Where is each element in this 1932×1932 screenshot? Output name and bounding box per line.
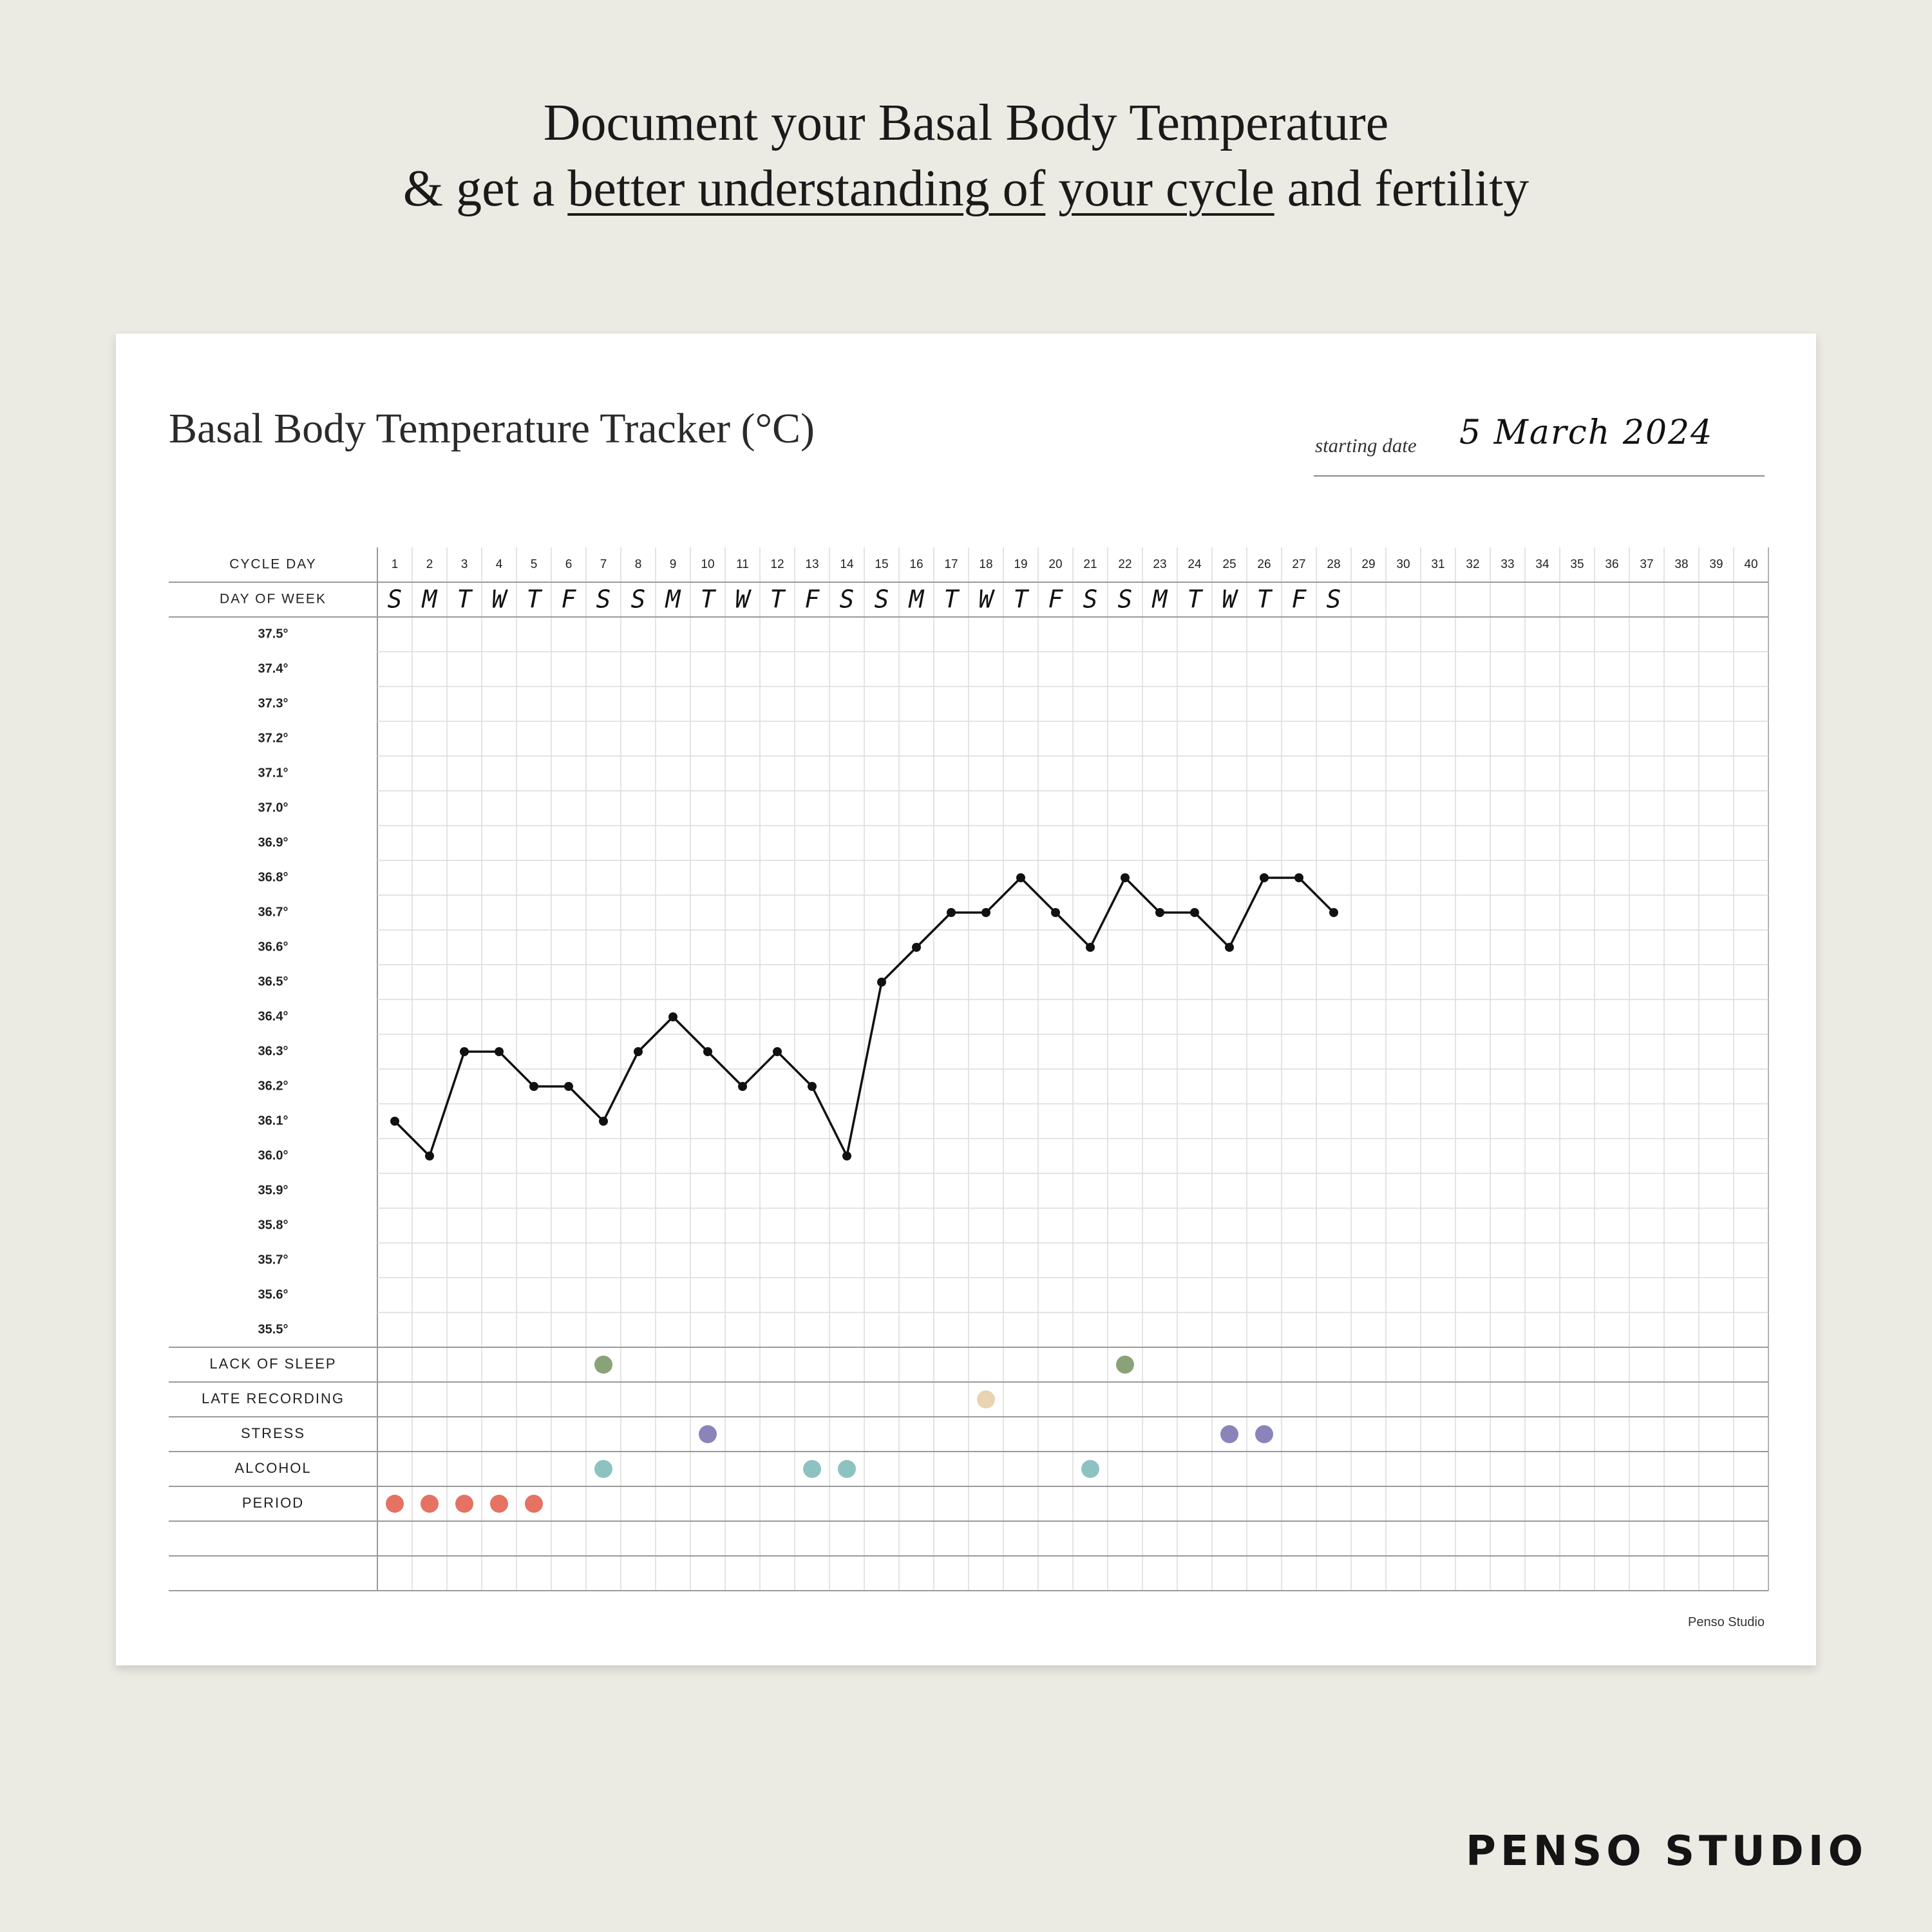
bbt-data-point — [981, 908, 990, 917]
cycle-day-label: 18 — [979, 558, 993, 572]
factor-dot — [1116, 1356, 1134, 1374]
y-tick-label: 37.3° — [258, 696, 289, 711]
y-tick-label: 35.6° — [258, 1287, 289, 1302]
headline-underlined-1: better understanding of — [567, 160, 1046, 217]
cycle-day-label: 13 — [805, 558, 819, 572]
cycle-day-label: 36 — [1605, 558, 1619, 572]
cycle-day-label: 33 — [1501, 558, 1515, 572]
day-of-week-letter: W — [491, 585, 507, 614]
starting-date-label: starting date — [1315, 434, 1417, 457]
factor-dot — [838, 1460, 856, 1478]
y-tick-label: 35.9° — [258, 1183, 289, 1198]
cycle-day-label: 1 — [391, 558, 399, 572]
day-of-week-letter: T — [526, 585, 542, 614]
cycle-day-label: 12 — [770, 558, 784, 572]
y-tick-label: 35.5° — [258, 1322, 289, 1337]
cycle-day-label: 15 — [875, 558, 889, 572]
cycle-day-label: 17 — [944, 558, 958, 572]
cycle-day-label: 34 — [1535, 558, 1549, 572]
bbt-data-point — [390, 1117, 399, 1126]
y-tick-label: 36.4° — [258, 1009, 289, 1024]
day-of-week-letter: F — [561, 585, 576, 614]
cycle-day-label: 24 — [1188, 558, 1202, 572]
bbt-data-point — [842, 1151, 851, 1160]
factor-dot — [490, 1495, 508, 1513]
cycle-day-label: 16 — [909, 558, 923, 572]
cycle-day-label: 30 — [1396, 558, 1410, 572]
factor-dot — [977, 1390, 995, 1408]
headline-space — [1045, 160, 1058, 217]
day-of-week-letter: T — [700, 585, 715, 614]
factor-label: LACK OF SLEEP — [209, 1355, 337, 1372]
bbt-data-point — [1294, 873, 1303, 882]
day-of-week-letter: T — [1013, 585, 1028, 614]
day-of-week-letter: W — [735, 585, 750, 614]
day-of-week-letter: T — [770, 585, 785, 614]
y-tick-label: 36.0° — [258, 1148, 289, 1163]
cycle-day-label: 35 — [1570, 558, 1584, 572]
day-of-week-letter: S — [1326, 585, 1341, 614]
bbt-data-point — [495, 1047, 504, 1056]
bbt-data-point — [564, 1082, 573, 1091]
cycle-day-label: 29 — [1361, 558, 1376, 572]
cycle-day-label: 22 — [1118, 558, 1132, 572]
cycle-day-label: 21 — [1083, 558, 1097, 572]
bbt-data-point — [1121, 873, 1130, 882]
cycle-day-label: 20 — [1048, 558, 1063, 572]
y-tick-label: 36.8° — [258, 870, 289, 885]
bbt-data-point — [460, 1047, 469, 1056]
factor-dot — [594, 1356, 612, 1374]
headline-underlined-2: your cycle — [1058, 160, 1274, 217]
cycle-day-label: 32 — [1466, 558, 1480, 572]
factor-dot — [525, 1495, 543, 1513]
day-of-week-letter: F — [1291, 585, 1307, 614]
bbt-data-point — [1260, 873, 1269, 882]
cycle-day-label: 19 — [1014, 558, 1028, 572]
y-tick-label: 35.8° — [258, 1218, 289, 1233]
cycle-day-header: CYCLE DAY — [229, 556, 317, 572]
cycle-day-label: 37 — [1640, 558, 1654, 572]
day-of-week-letter: S — [630, 585, 646, 614]
y-tick-label: 36.6° — [258, 940, 289, 954]
bbt-data-point — [1225, 943, 1234, 952]
y-tick-label: 36.7° — [258, 905, 289, 920]
y-tick-label: 35.7° — [258, 1253, 289, 1267]
y-tick-label: 37.2° — [258, 731, 289, 746]
cycle-day-label: 38 — [1674, 558, 1689, 572]
headline-line-2 — [0, 156, 1932, 222]
cycle-day-label: 3 — [460, 558, 468, 572]
factor-dot — [594, 1460, 612, 1478]
y-tick-label: 36.1° — [258, 1113, 289, 1128]
day-of-week-letter: M — [909, 585, 924, 614]
bbt-data-point — [1329, 908, 1338, 917]
y-tick-label: 37.0° — [258, 800, 289, 815]
day-of-week-letter: T — [1256, 585, 1272, 614]
cycle-day-label: 14 — [840, 558, 854, 572]
factor-label: LATE RECORDING — [202, 1390, 345, 1406]
factor-dot — [803, 1460, 821, 1478]
cycle-day-label: 4 — [495, 558, 503, 572]
day-of-week-letter: S — [1117, 585, 1133, 614]
cycle-day-label: 40 — [1744, 558, 1758, 572]
day-of-week-letter: S — [387, 585, 402, 614]
cycle-day-label: 28 — [1327, 558, 1341, 572]
y-tick-label: 36.3° — [258, 1044, 289, 1059]
cycle-day-label: 5 — [530, 558, 538, 572]
day-of-week-letter: M — [422, 585, 437, 614]
bbt-data-point — [808, 1082, 817, 1091]
y-tick-label: 36.9° — [258, 835, 289, 850]
cycle-day-label: 27 — [1292, 558, 1306, 572]
y-tick-label: 37.4° — [258, 661, 289, 676]
cycle-day-label: 7 — [600, 558, 607, 572]
cycle-day-label: 25 — [1222, 558, 1236, 572]
bbt-data-point — [634, 1047, 643, 1056]
cycle-day-label: 9 — [669, 558, 677, 572]
brand-logo: PENSO STUDIO — [1465, 1828, 1868, 1875]
bbt-data-point — [912, 943, 921, 952]
cycle-day-label: 11 — [736, 558, 749, 572]
factor-dot — [386, 1495, 404, 1513]
bbt-data-point — [425, 1151, 434, 1160]
cycle-day-label: 39 — [1709, 558, 1723, 572]
day-of-week-letter: S — [596, 585, 611, 614]
y-tick-label: 37.1° — [258, 766, 289, 781]
factor-dot — [1255, 1425, 1273, 1443]
bbt-data-point — [877, 978, 886, 987]
day-of-week-letter: S — [839, 585, 855, 614]
cycle-day-label: 31 — [1431, 558, 1445, 572]
day-of-week-letter: M — [1152, 585, 1168, 614]
y-tick-label: 36.2° — [258, 1079, 289, 1094]
bbt-chart — [116, 334, 1816, 1665]
sheet-title: Basal Body Temperature Tracker (°C) — [169, 405, 815, 452]
day-of-week-letter: F — [804, 585, 820, 614]
y-tick-label: 37.5° — [258, 627, 289, 641]
day-of-week-letter: T — [457, 585, 472, 614]
headline-text-end: and fertility — [1274, 160, 1530, 217]
cycle-day-label: 2 — [426, 558, 433, 572]
cycle-day-label: 23 — [1153, 558, 1167, 572]
day-of-week-letter: S — [874, 585, 889, 614]
bbt-data-point — [1086, 943, 1095, 952]
tracker-sheet — [116, 334, 1816, 1665]
starting-date-value: 5 March 2024 — [1459, 413, 1714, 452]
sheet-credit: Penso Studio — [1688, 1615, 1765, 1629]
cycle-day-label: 6 — [565, 558, 573, 572]
factor-label: PERIOD — [242, 1494, 305, 1511]
day-of-week-header: DAY OF WEEK — [220, 591, 327, 607]
factor-dot — [699, 1425, 717, 1443]
bbt-data-point — [738, 1082, 747, 1091]
factor-dot — [421, 1495, 439, 1513]
day-of-week-letter: M — [665, 585, 681, 614]
bbt-data-point — [668, 1012, 677, 1021]
factor-dot — [1220, 1425, 1238, 1443]
bbt-data-point — [703, 1047, 712, 1056]
headline-line-1: Document your Basal Body Temperature — [543, 95, 1389, 151]
headline-text: & get a — [402, 160, 568, 217]
cycle-day-label: 26 — [1257, 558, 1271, 572]
factor-dot — [455, 1495, 473, 1513]
bbt-data-point — [599, 1117, 608, 1126]
cycle-day-label: 8 — [634, 558, 642, 572]
factor-dot — [1081, 1460, 1099, 1478]
day-of-week-letter: T — [1187, 585, 1202, 614]
bbt-data-point — [947, 908, 956, 917]
bbt-data-point — [529, 1082, 538, 1091]
factor-label: ALCOHOL — [234, 1459, 312, 1476]
bbt-data-point — [1155, 908, 1164, 917]
factor-label: STRESS — [240, 1425, 306, 1441]
day-of-week-letter: T — [943, 585, 959, 614]
bbt-data-point — [1016, 873, 1025, 882]
y-tick-label: 36.5° — [258, 974, 289, 989]
cycle-day-label: 10 — [701, 558, 715, 572]
headline — [0, 90, 1932, 222]
bbt-data-point — [1190, 908, 1199, 917]
day-of-week-letter: F — [1048, 585, 1063, 614]
bbt-data-point — [773, 1047, 782, 1056]
day-of-week-letter: W — [978, 585, 994, 614]
day-of-week-letter: W — [1222, 585, 1237, 614]
bbt-data-point — [1051, 908, 1060, 917]
day-of-week-letter: S — [1083, 585, 1098, 614]
